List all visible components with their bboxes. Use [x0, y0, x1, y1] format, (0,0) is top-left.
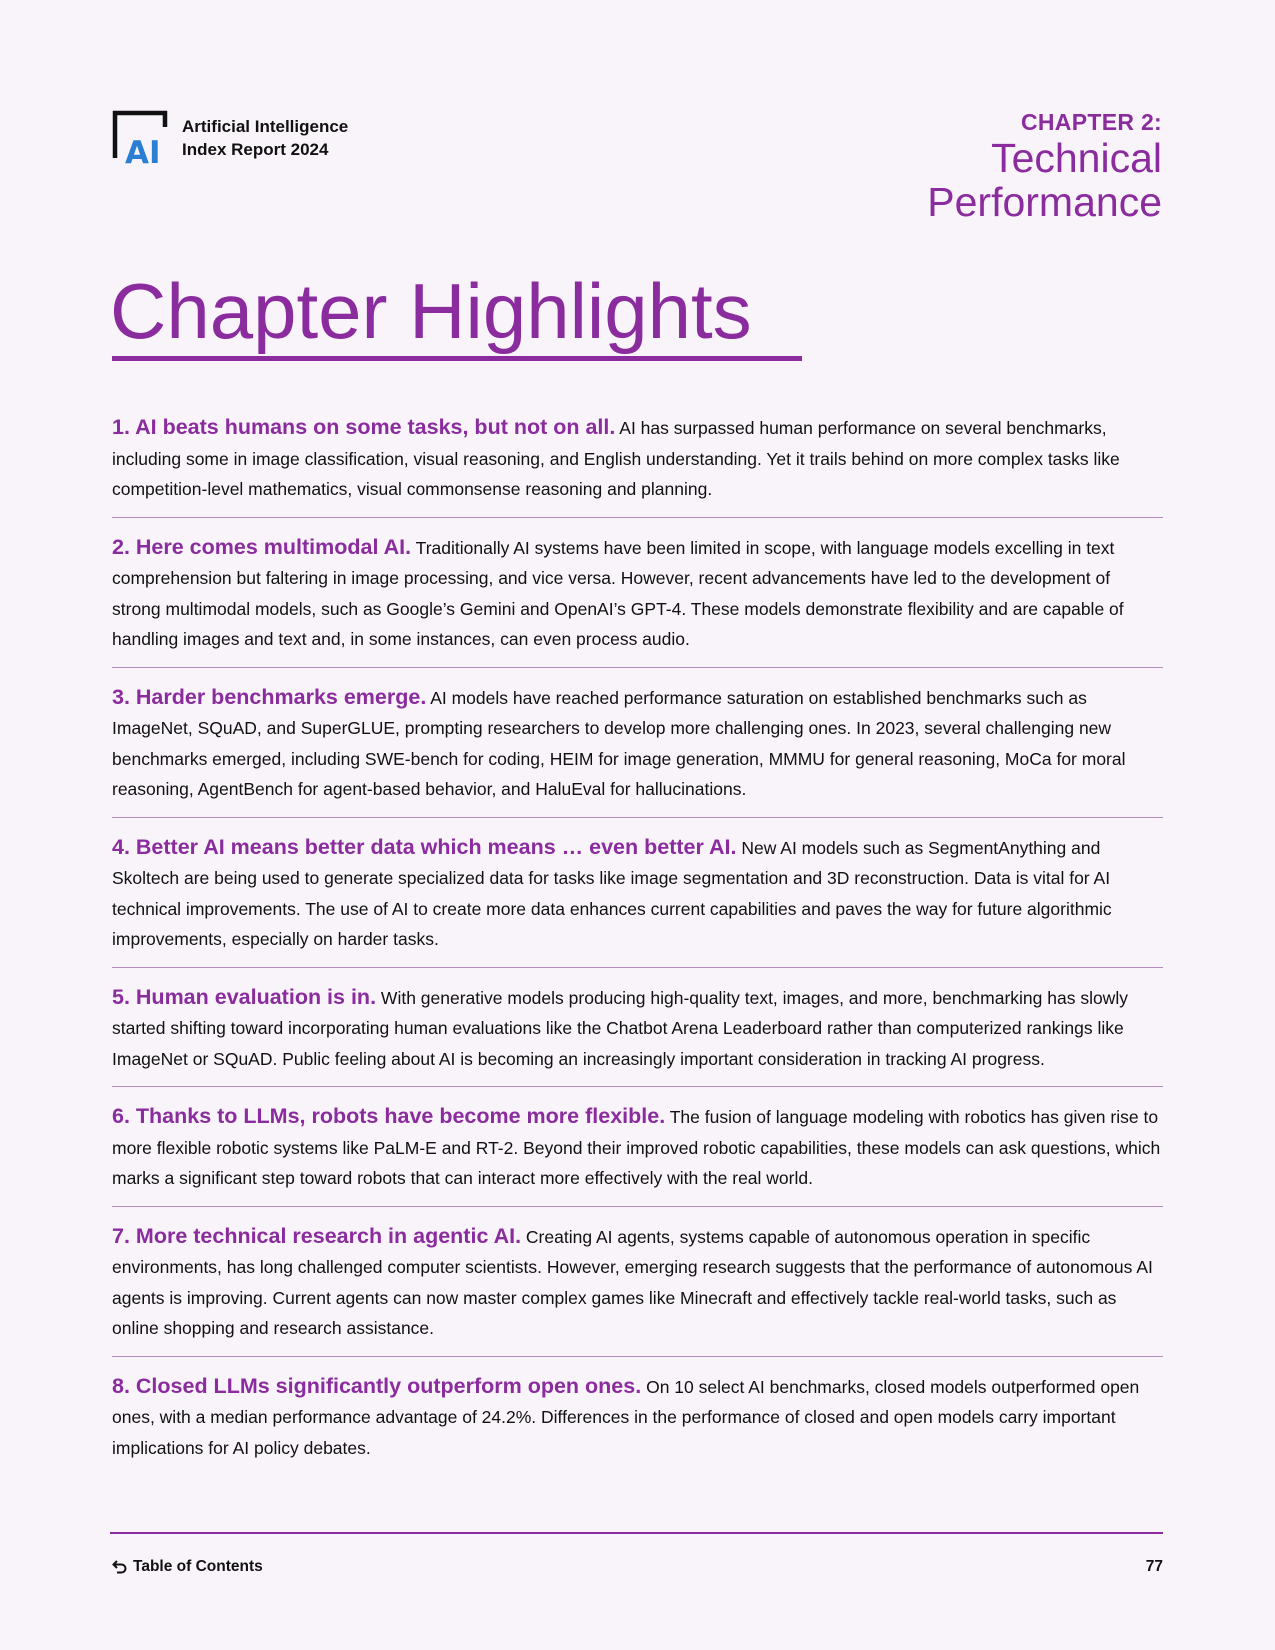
logo-text	[182, 115, 348, 161]
svg-text:AI: AI	[125, 135, 161, 166]
logo-text-line2: Index Report 2024	[182, 140, 329, 159]
page-footer	[112, 1558, 1163, 1576]
chapter-title-line1: Technical	[991, 135, 1162, 181]
highlight-text: New AI models such as SegmentAnything and Skoltech are being used to generate specialized data for tasks like image segmentation and 3D reconstruction. Data is vital for AI technical improvements. The use of AI to create more data enhances current capabilities and paves the way for future algorithmic improvements, especially on harder tasks.	[112, 837, 1112, 949]
ai-index-logo-icon	[112, 110, 170, 166]
chapter-title-line2: Performance	[927, 179, 1162, 225]
page-title: Chapter Highlights	[110, 267, 752, 355]
chapter-label: CHAPTER 2:	[1020, 109, 1162, 135]
highlight-text: Creating AI agents, systems capable of autonomous operation in specific environments, has long challenged computer scientists. However, emerging research suggests that the performance of autonomous AI agents is improving. Current agents can now master complex games like Minecraft and effectively tackle real-world tasks, such as online shopping and research assistance.	[112, 1226, 1153, 1338]
highlight-text: With generative models producing high-quality text, images, and more, benchmarking has slowly started shifting toward incorporating human evaluations like the Chatbot Arena Leaderboard rather than computerized rankings like ImageNet or SQuAD. Public feeling about AI is becoming an increasingly important consideration in tracking AI progress.	[112, 987, 1128, 1069]
highlight-item-4	[112, 832, 1163, 968]
highlight-item-3	[112, 682, 1163, 818]
chapter-heading	[927, 108, 1162, 224]
highlight-text: Traditionally AI systems have been limited in scope, with language models excelling in text comprehension but faltering in image processing, and vice versa. However, recent advancements have led to the development of strong multimodal models, such as Google’s Gemini and OpenAI’s GPT-4. These models demonstrate flexibility and are capable of handling images and text and, in some instances, can even process audio.	[112, 537, 1124, 649]
highlight-title: 5. Human evaluation is in.	[112, 984, 377, 1009]
logo-text-line1: Artificial Intelligence	[182, 117, 349, 136]
highlight-title: 6. Thanks to LLMs, robots have become more flexible.	[112, 1104, 666, 1128]
table-of-contents-label: Table of Contents	[133, 1558, 263, 1575]
highlight-item-1	[112, 412, 1163, 518]
highlight-title: 4. Better AI means better data which means … even better AI.	[112, 834, 737, 859]
highlight-title: 2. Here comes multimodal AI.	[112, 534, 412, 559]
highlight-title: 3. Harder benchmarks emerge.	[112, 684, 427, 709]
highlight-item-8	[112, 1371, 1163, 1464]
highlight-item-6	[112, 1101, 1163, 1207]
highlight-title: 8. Closed LLMs significantly outperform open ones.	[112, 1373, 642, 1398]
report-logo	[112, 110, 348, 166]
highlights-list	[112, 412, 1163, 1463]
highlight-item-7	[112, 1221, 1163, 1357]
return-arrow-icon	[112, 1560, 128, 1574]
highlight-title: 7. More technical research in agentic AI.	[112, 1223, 522, 1248]
footer-divider	[110, 1532, 1163, 1534]
highlight-item-5	[112, 982, 1163, 1088]
highlight-text: On 10 select AI benchmarks, closed models outperformed open ones, with a median performance advantage of 24.2%. Differences in the performance of closed and open models carry important implications for AI policy debates.	[112, 1376, 1140, 1458]
highlight-text: AI has surpassed human performance on several benchmarks, including some in image classification, visual reasoning, and English understanding. Yet it trails behind on more complex tasks like competition-level mathematics, visual commonsense reasoning and planning.	[112, 418, 1120, 499]
highlight-text: The fusion of language modeling with robotics has given rise to more flexible robotic systems like PaLM-E and RT-2. Beyond their improved robotic capabilities, these models can ask questions, which marks a significant step toward robots that can interact more effectively with the real world.	[112, 1107, 1161, 1188]
title-underline	[112, 356, 802, 361]
highlight-text: AI models have reached performance saturation on established benchmarks such as ImageNet, SQuAD, and SuperGLUE, prompting researchers to develop more challenging ones. In 2023, several challenging new benchmarks emerged, including SWE-bench for coding, HEIM for image generation, MMMU for general reasoning, MoCa for moral reasoning, AgentBench for agent-based behavior, and HaluEval for hallucinations.	[112, 687, 1126, 799]
page-number: 77	[1145, 1558, 1163, 1575]
highlight-item-2	[112, 532, 1163, 668]
table-of-contents-link[interactable]	[112, 1558, 1163, 1576]
highlight-title: 1. AI beats humans on some tasks, but not on all.	[112, 415, 616, 439]
